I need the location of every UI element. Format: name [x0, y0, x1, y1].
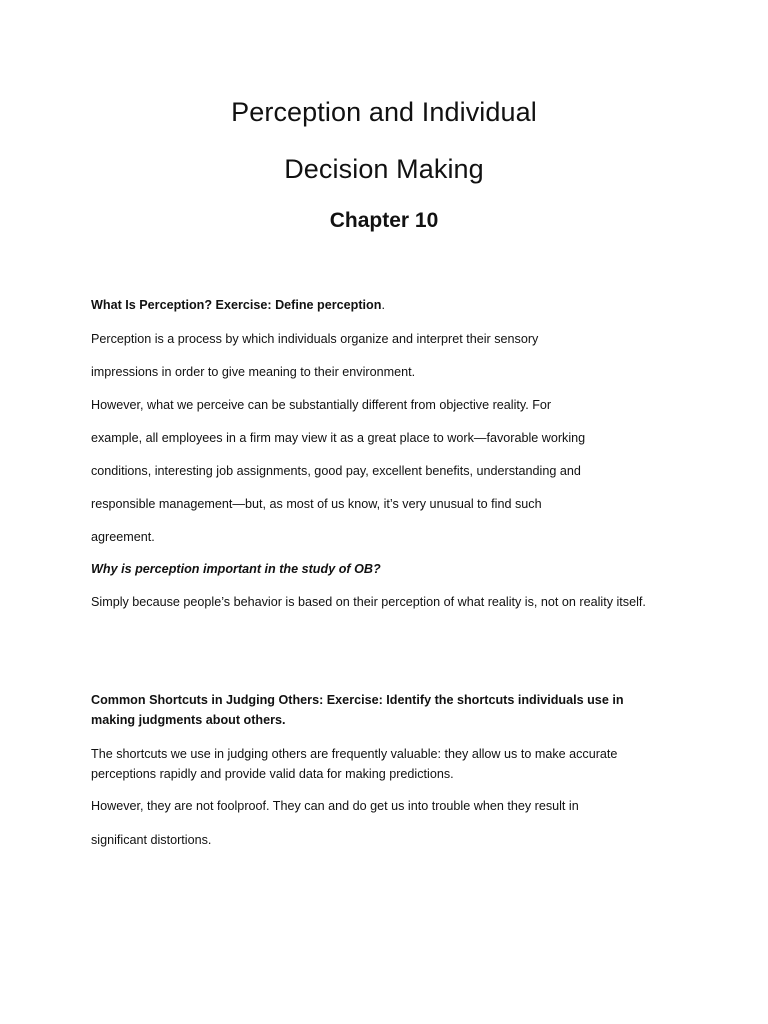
paragraph-line: agreement. [91, 530, 155, 544]
paragraph-line: responsible management—but, as most of us know, it’s very unusual to find such [91, 497, 542, 511]
paragraph-line: conditions, interesting job assignments, good pay, excellent benefits, understanding and [91, 464, 581, 478]
paragraph-line: example, all employees in a firm may view it as a great place to work—favorable working [91, 431, 586, 445]
section-1-question: Why is perception important in the study of OB? [91, 562, 381, 576]
section-1-heading-text: What Is Perception? Exercise: Define perception [91, 298, 382, 312]
section-1-heading [91, 297, 731, 313]
document-title-line-2: Decision Making [284, 154, 484, 184]
chapter-label: Chapter 10 [329, 209, 439, 232]
paragraph-line: However, what we perceive can be substantially different from objective reality. For [91, 398, 552, 412]
paragraph-line: impressions in order to give meaning to their environment. [91, 365, 416, 379]
section-2-heading: Common Shortcuts in Judging Others: Exercise: Identify the shortcuts individuals use in making judgments about others. [91, 693, 624, 727]
section-1-heading-period: . [381, 298, 385, 312]
paragraph-line: However, they are not foolproof. They can and do get us into trouble when they result in [91, 799, 579, 813]
paragraph-line: significant distortions. [91, 833, 212, 847]
paragraph-line: Perception is a process by which individuals organize and interpret their sensory [91, 332, 539, 346]
section-1-answer: Simply because people’s behavior is based on their perception of what reality is, not on reality itself. [91, 595, 646, 609]
section-2-paragraph-1: The shortcuts we use in judging others are frequently valuable: they allow us to make accurate perceptions rapidly and provide valid data for making predictions. [91, 747, 618, 781]
document-title-line-1: Perception and Individual [231, 97, 537, 127]
